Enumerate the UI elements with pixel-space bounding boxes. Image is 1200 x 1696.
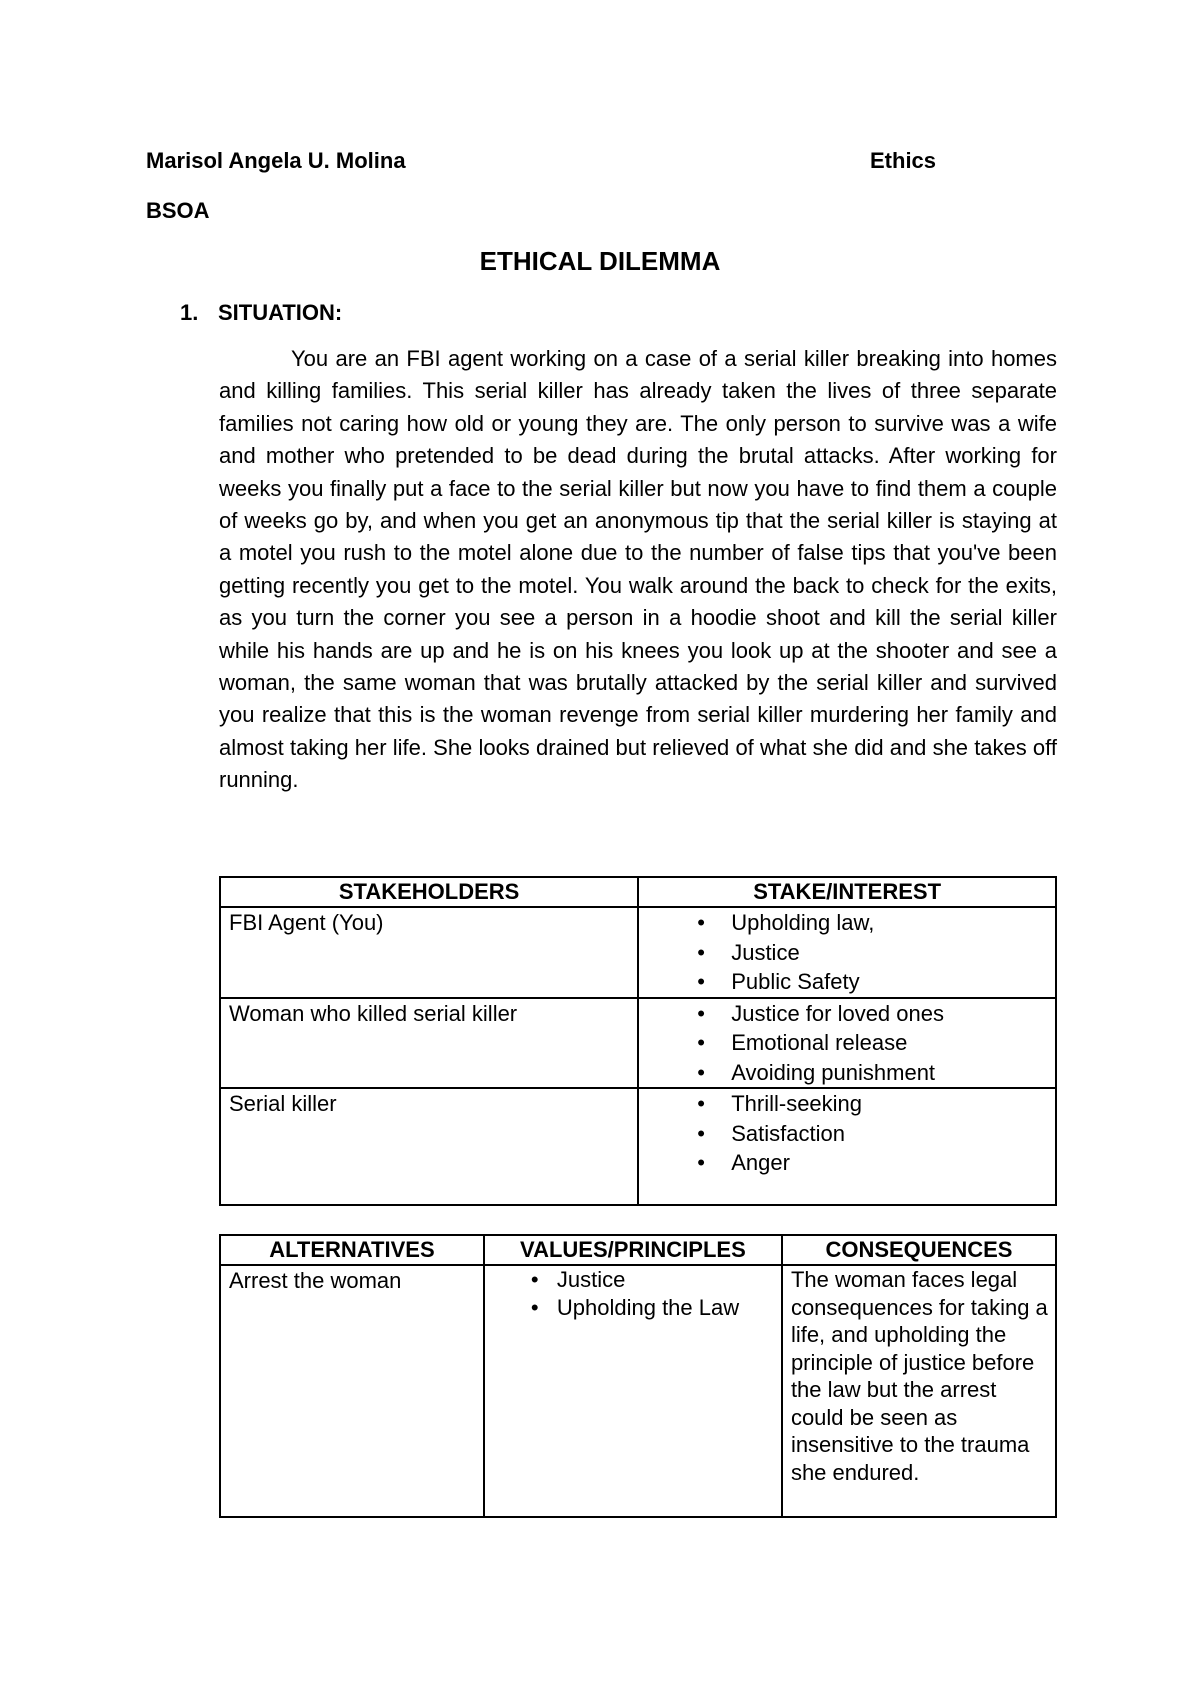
list-item: • Justice xyxy=(647,938,1047,968)
section-number: 1. xyxy=(180,300,199,325)
table-row xyxy=(220,1088,1056,1205)
stakeholder-cell: Serial killer xyxy=(220,1088,638,1205)
course-name: Ethics xyxy=(870,148,937,173)
values-list xyxy=(493,1266,773,1322)
interest-list xyxy=(647,999,1047,1088)
column-header: STAKE/INTEREST xyxy=(638,877,1056,907)
stakeholders-table xyxy=(219,876,1057,1206)
interest-list xyxy=(647,1089,1047,1178)
situation-paragraph xyxy=(219,343,1057,797)
list-item: • Public Safety xyxy=(647,967,1047,997)
table-header-row xyxy=(220,1235,1056,1265)
table-row xyxy=(220,1265,1056,1517)
list-item: • Thrill-seeking xyxy=(647,1089,1047,1119)
section-title: SITUATION: xyxy=(218,300,343,325)
alternatives-table xyxy=(219,1234,1057,1518)
list-item: • Anger xyxy=(647,1148,1047,1178)
document-title: ETHICAL DILEMMA xyxy=(479,246,721,276)
list-item: • Justice for loved ones xyxy=(647,999,1047,1029)
column-header: STAKEHOLDERS xyxy=(220,877,638,907)
table-header-row xyxy=(220,877,1056,907)
stakeholder-cell: FBI Agent (You) xyxy=(220,907,638,998)
table-row xyxy=(220,998,1056,1089)
stakeholder-cell: Woman who killed serial killer xyxy=(220,998,638,1089)
interest-cell xyxy=(638,1088,1056,1205)
program-name: BSOA xyxy=(146,198,210,223)
situation-text: You are an FBI agent working on a case of a serial killer breaking into homes and killing families. This serial killer has already taken the lives of three separate families not caring how old or young they are. The only person to survive was a wife and mother who pretended to be dead during the brutal attacks. After working for weeks you finally put a face to the serial killer but now you have to find them a couple of weeks go by, and when you get an anonymous tip that the serial killer is staying at a motel you rush to the motel alone due to the number of false tips that you've been getting recently you get to the motel. You walk around the back to check for the exits, as you turn the corner you see a person in a hoodie shoot and kill the serial killer while his hands are up and he is on his knees you look up at the shooter and see a woman, the same woman that was brutally attacked by the serial killer and survived you realize that this is the woman revenge from serial killer murdering her family and almost taking her life. She looks drained but relieved of what she did and she takes off running. xyxy=(219,346,1057,793)
column-header: VALUES/PRINCIPLES xyxy=(484,1235,782,1265)
column-header: CONSEQUENCES xyxy=(782,1235,1056,1265)
values-cell xyxy=(484,1265,782,1517)
alternative-cell: Arrest the woman xyxy=(220,1265,484,1517)
list-item: • Justice xyxy=(493,1266,773,1294)
list-item: • Avoiding punishment xyxy=(647,1058,1047,1088)
column-header: ALTERNATIVES xyxy=(220,1235,484,1265)
interest-list xyxy=(647,908,1047,997)
list-item: • Upholding law, xyxy=(647,908,1047,938)
author-name: Marisol Angela U. Molina xyxy=(146,148,406,173)
consequence-cell: The woman faces legal consequences for taking a life, and upholding the principle of justice before the law but the arrest could be seen as insensitive to the trauma she endured. xyxy=(782,1265,1056,1517)
table-row xyxy=(220,907,1056,998)
section-heading xyxy=(180,300,342,326)
list-item: • Upholding the Law xyxy=(493,1294,773,1322)
interest-cell xyxy=(638,998,1056,1089)
list-item: • Satisfaction xyxy=(647,1119,1047,1149)
list-item: • Emotional release xyxy=(647,1028,1047,1058)
interest-cell xyxy=(638,907,1056,998)
